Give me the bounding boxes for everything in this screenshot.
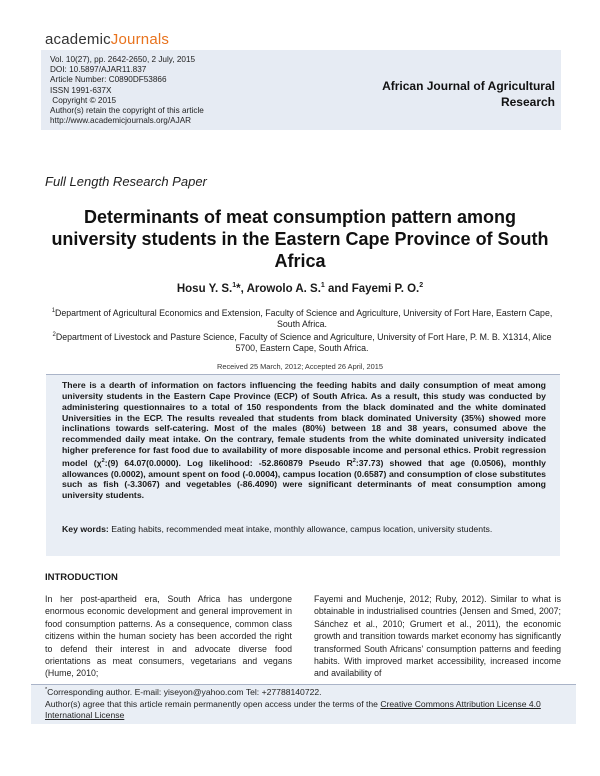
keywords: Key words: Eating habits, recommended meat intake, monthly allowance, campus location, university students. [62,524,493,534]
journal-url[interactable]: http://www.academicjournals.org/AJAR [50,116,192,126]
author-3: Fayemi P. O. [351,282,420,295]
volume-info: Vol. 10(27), pp. 2642-2650, 2 July, 2015 [50,55,196,64]
section-heading-introduction: INTRODUCTION [45,572,118,583]
intro-column-right: Fayemi and Muchenje, 2012; Ruby, 2012). Similar to what is obtainable in industrialised countries (Jensen and Smed, 2007; Sánchez et al., 2010; Grumert et al., 2011), the economic growth and transition towards market economy has significantly transformed South Africans' consumption patterns and feeding habits. With improved market accessibility, increased income and availability of [314,594,561,679]
copyright-note: Author(s) retain the copyright of this article [50,106,204,116]
paper-title: Determinants of meat consumption pattern among university students in the Eastern Cape Province of South Africa [51,207,549,271]
copyright: Copyright © 2015 [50,95,117,105]
article-metadata [50,55,204,126]
journal-name: African Journal of Agricultural Research [382,79,555,109]
corresponding-author: *Corresponding author. E-mail: yiseyon@yahoo.com Tel: +27788140722. [45,687,322,697]
author-list: Hosu Y. S.$^1$*, Arowolo A. S.$^1$ and Fayemi P. O.$^2$ [176,282,424,295]
intro-column-left: In her post-apartheid era, South Africa has undergone enormous economic development and general improvement in food consumption patterns. As a consequence, common class citizens within the human society has been accorded the right to defend their interest in and advocate diverse food orientations as meat consumers, vegetarians and vegans (Hume, 2010; [45,594,292,679]
affiliation-2: $^2$Department of Livestock and Pasture Science, Faculty of Science and Agriculture, University of Fort Hare, P. M. B. X1314, Alice 5700, Eastern Cape, South Africa. [52,331,552,354]
abstract-text: There is a dearth of information on factors influencing the feeding habits and daily consumption of meat among university students in the Eastern Cape Province (ECP) of South Africa. As a result, this study was conducted by administering questionnaires to a total of 150 respondents from the black dominated and the white dominated Universities in the ECP. The results revealed that students from black dominated University (35%) showed more inclinations towards self-catering. Most of the males (80%) between 18 and 38 years, consumed above the recommended daily meat intake. On the contrary, female students from the white dominated university indicated higher preference for fast food due to availability of more disposable income and personal ethics. Probit regression model ($\chi^2:(9)$ 64.07(0.0000). Log likelihood: -52.860879 Pseudo $R^2:37.73$) showed that age (0.0506), monthly allowances (0.0002), amount spent on food (-0.0004), campus location (0.6587) and consumption of close substitutes such as fish (-3.3067) and vegetables (-86.4090) were significant determinants of meat consumption among university students. [62,380,546,501]
author-1: Hosu Y. S. [176,282,233,295]
publisher-logo: academicJournals [45,31,170,48]
license-link[interactable]: Creative Commons Attribution License 4.0 International License [45,699,541,721]
author-2: Arowolo A. S. [246,282,321,295]
license-note: Author(s) agree that this article remain permanently open access under the terms of the Creative Commons Attribution License 4.0 International License [45,699,541,721]
doi: DOI: 10.5897/AJAR11.837 [50,65,147,75]
article-number: Article Number: C0890DF53866 [50,75,167,85]
received-dates: Received 25 March, 2012; Accepted 26 April, 2015 [217,362,383,371]
issn: ISSN 1991-637X [50,85,112,95]
affiliation-1: $^1$Department of Agricultural Economics and Extension, Faculty of Science and Agriculture, University of Fort Hare, Eastern Cape, South Africa. [51,307,553,330]
paper-type: Full Length Research Paper [45,174,207,189]
